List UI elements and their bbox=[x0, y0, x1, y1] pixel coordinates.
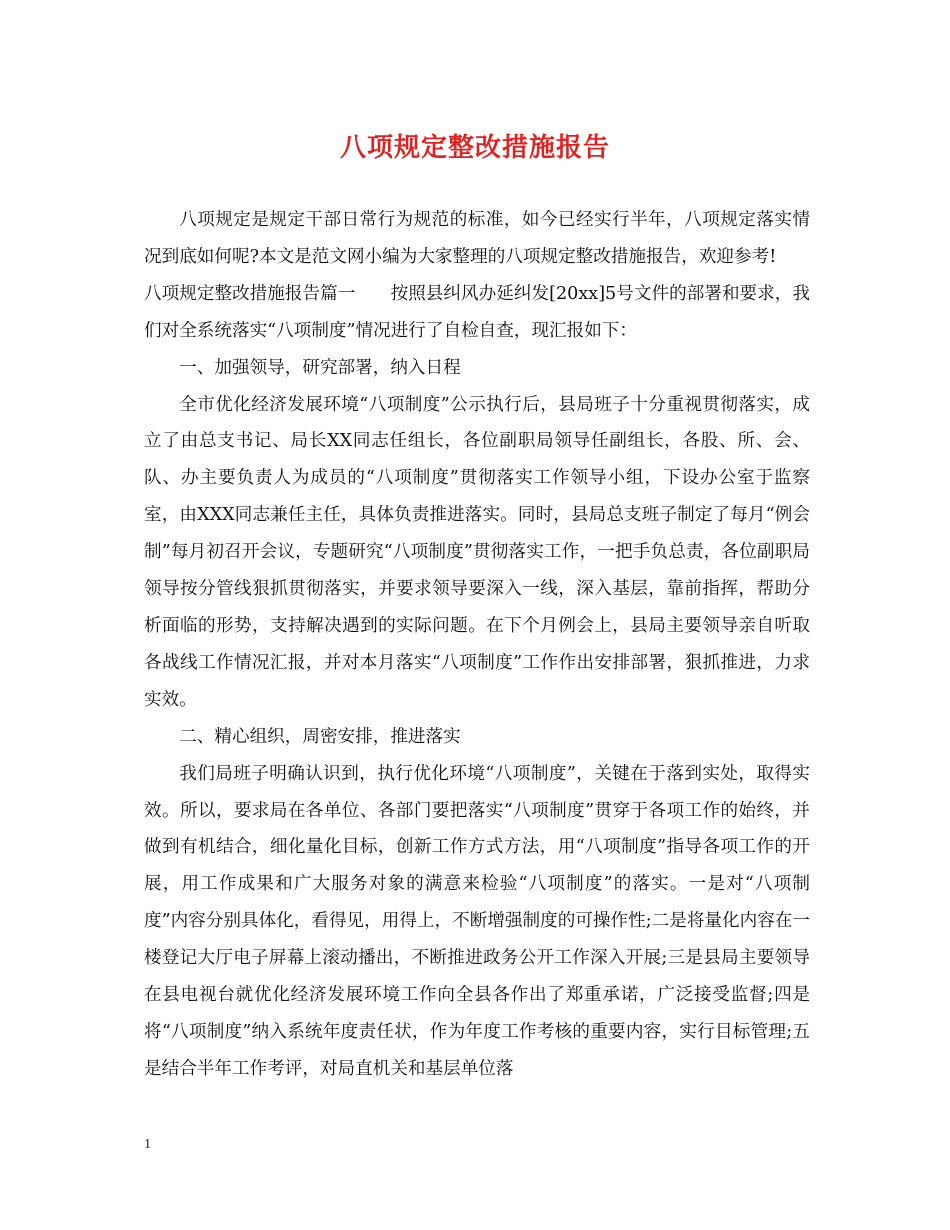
paragraph-section-2: 我们局班子明确认识到，执行优化环境“八项制度”，关键在于落到实处，取得实效。所以，要求局在各单位、各部门要把落实“八项制度”贯穿于各项工作的始终，并做到有机结合，细化量化目标，创新工作方式方法，用“八项制度”指导各项工作的开展，用工作成果和广大服务对象的满意来检验“八项制度”的落实。一是对“八项制度”内容分别具体化，看得见，用得上，不断增强制度的可操作性;二是将量化内容在一楼登记大厅电子屏幕上滚动播出，不断推进政务公开工作深入开展;三是县局主要领导在县电视台就优化经济发展环境工作向全县各作出了郑重承诺，广泛接受监督;四是将“八项制度”纳入系统年度责任状，作为年度工作考核的重要内容，实行目标管理;五是结合半年工作考评，对局直机关和基层单位落 bbox=[144, 763, 810, 1079]
document-body bbox=[144, 202, 810, 1088]
section-heading-1: 一、加强领导，研究部署，纳入日程 bbox=[179, 357, 461, 378]
paragraph-intro: 八项规定是规定干部日常行为规范的标准，如今已经实行半年，八项规定落实情况到底如何呢?本文是范文网小编为大家整理的八项规定整改措施报告，欢迎参考! bbox=[144, 210, 810, 267]
page-number: 1 bbox=[144, 1137, 151, 1152]
paragraph-report-opening: 八项规定整改措施报告篇一 按照县纠风办延纠发[20xx]5号文件的部署和要求，我们对全系统落实“八项制度”情况进行了自检自查，现汇报如下： bbox=[144, 283, 810, 341]
section-heading-2: 二、精心组织，周密安排，推进落实 bbox=[179, 726, 461, 747]
document-title: 八项规定整改措施报告 bbox=[339, 133, 610, 163]
paragraph-section-1: 全市优化经济发展环境“八项制度”公示执行后，县局班子十分重视贯彻落实，成立了由总支书记、局长XX同志任组长，各位副职局领导任副组长，各股、所、会、队、办主要负责人为成员的“八项制度”贯彻落实工作领导小组，下设办公室于监察室，由XXX同志兼任主任，具体负责推进落实。同时，县局总支班子制定了每月“例会制”每月初召开会议，专题研究“八项制度”贯彻落实工作，一把手负总责，各位副职局领导按分管线狠抓贯彻落实，并要求领导要深入一线，深入基层，靠前指挥，帮助分析面临的形势，支持解决遇到的实际问题。在下个月例会上，县局主要领导亲自听取各战线工作情况汇报，并对本月落实“八项制度”工作作出安排部署，狠抓推进，力求实效。 bbox=[144, 394, 810, 710]
